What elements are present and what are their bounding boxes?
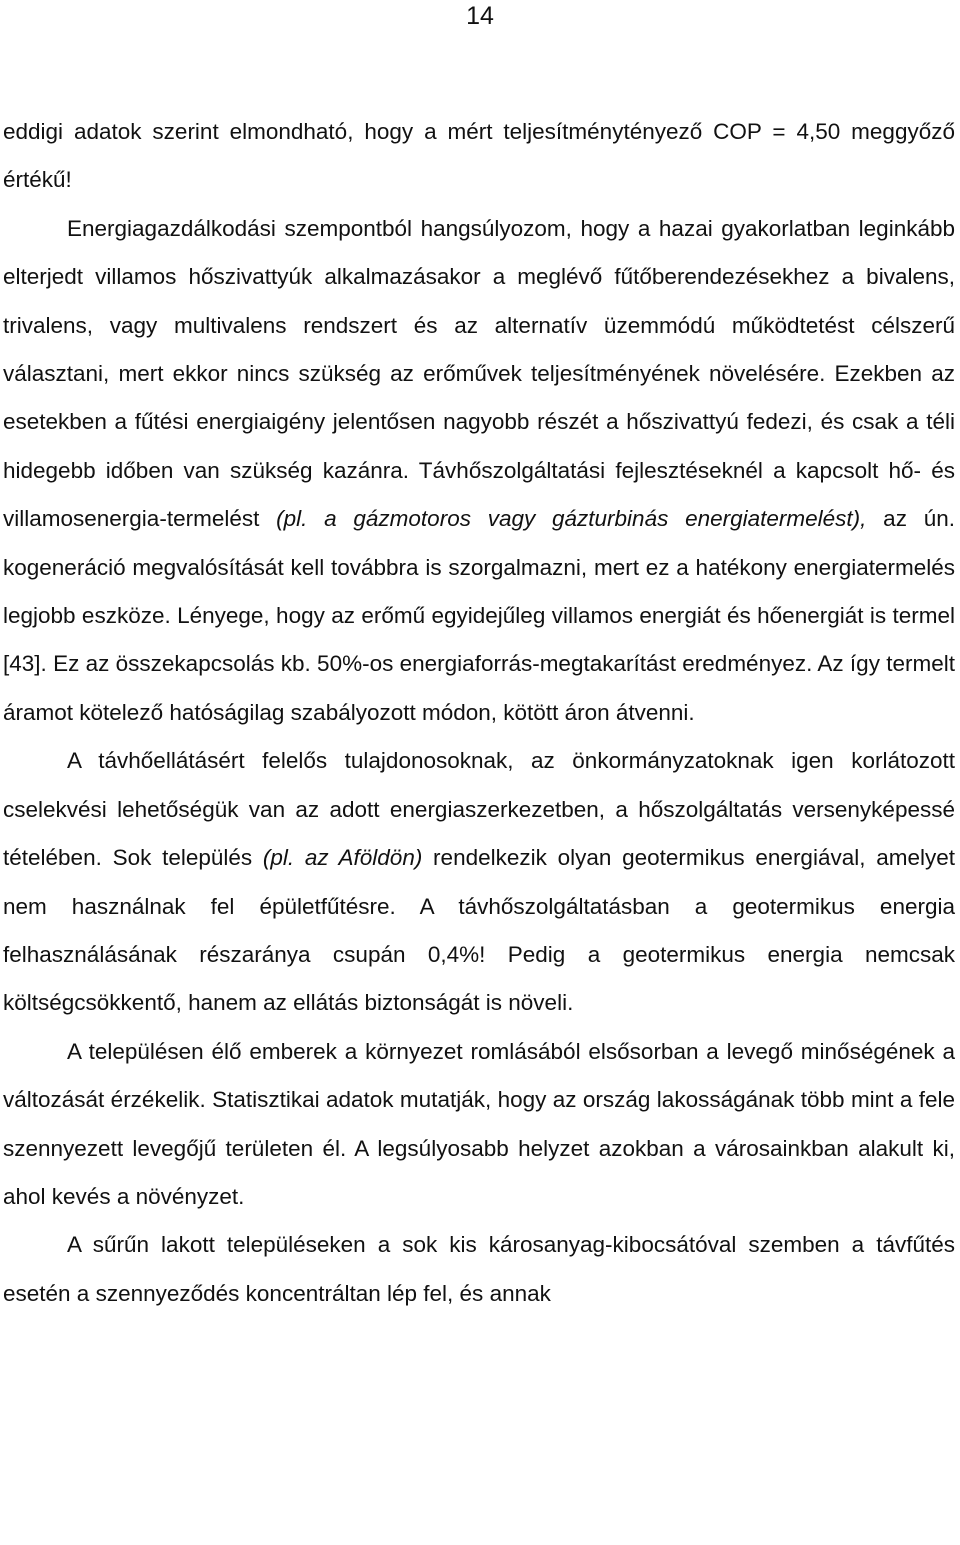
text-run: rendelkezik olyan geotermikus energiával, amelyet nem használnak fel épületfűtésre. A távhőszolgáltatásban a geotermikus energia felhasználásának részaránya csupán 0,4%! Pedig a geotermikus energia nemcsak költségcsökkentő, hanem az ellátás biztonságát is növeli. xyxy=(3,845,955,1016)
italic-text-run: (pl. a gázmotoros vagy gázturbinás energiatermelést), xyxy=(276,506,867,532)
paragraph xyxy=(3,108,955,205)
text-run: az ún. kogeneráció megvalósítását kell továbbra is szorgalmazni, mert ez a hatékony energiatermelés legjobb eszköze. Lényege, hogy az erőmű egyidejűleg villamos energiát és hőenergiát is termel [43]. Ez az összekapcsolás kb. 50%-os energiaforrás-megtakarítást eredményez. Az így termelt áramot kötelező hatóságilag szabályozott módon, kötött áron átvenni. xyxy=(3,506,955,725)
text-run: eddigi adatok szerint elmondható, hogy a mért teljesítménytényező COP = 4,50 meggyőző értékű! xyxy=(3,119,955,193)
text-run: A távhőellátásért felelős tulajdonosoknak, az önkormányzatoknak igen korlátozott cselekvési lehetőségük van az adott energiaszerkezetben, a hőszolgáltatás versenyképessé tételében. Sok település xyxy=(3,748,955,871)
text-run: A településen élő emberek a környezet romlásából elsősorban a levegő minőségének a változását érzékelik. Statisztikai adatok mutatják, hogy az ország lakosságának több mint a fele szennyezett levegőjű területen él. A legsúlyosabb helyzet azokban a városainkban alakult ki, ahol kevés a növényzet. xyxy=(3,1038,955,1209)
text-run: A sűrűn lakott településeken a sok kis károsanyag-kibocsátóval szemben a távfűtés esetén a szennyeződés koncentráltan lép fel, és annak xyxy=(3,1232,955,1306)
text-run: Energiagazdálkodási szempontból hangsúlyozom, hogy a hazai gyakorlatban leginkább elterjedt villamos hőszivattyúk alkalmazásakor a meglévő fűtőberendezésekhez a bivalens, trivalens, vagy multivalens rendszert és az alternatív üzemmódú működtetést célszerű választani, mert ekkor nincs szükség az erőművek teljesítményének növelésére. Ezekben az esetekben a fűtési energiaigény jelentősen nagyobb részét a hőszivattyú fedezi, és csak a téli hidegebb időben van szükség kazánra. Távhőszolgáltatási fejlesztéseknél a kapcsolt hő- és villamosenergia-termelést xyxy=(3,215,955,532)
paragraph xyxy=(3,737,955,1027)
paragraph xyxy=(3,1221,955,1318)
paragraph xyxy=(3,1028,955,1222)
page-number: 14 xyxy=(466,2,494,30)
document-body xyxy=(3,108,955,1318)
italic-text-run: (pl. az Aföldön) xyxy=(262,845,423,871)
paragraph xyxy=(3,205,955,737)
